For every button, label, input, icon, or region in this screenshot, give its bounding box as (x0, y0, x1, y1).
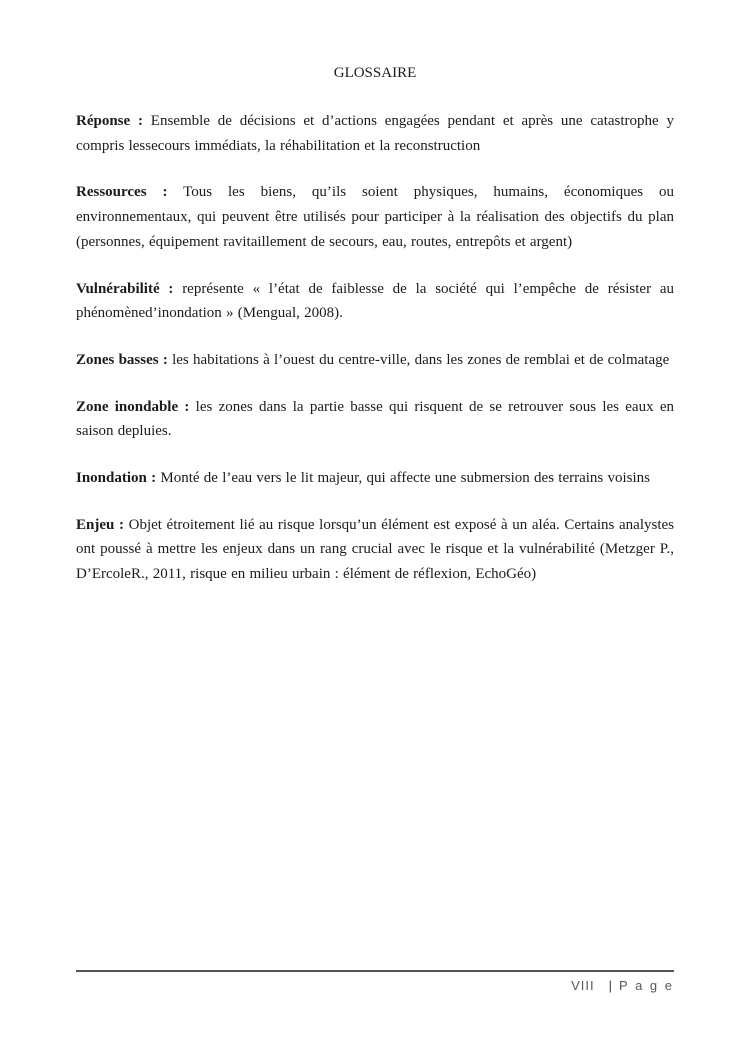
page-number: VIII (571, 978, 595, 993)
glossary-entry-reponse (76, 109, 674, 158)
glossary-entry-vulnerabilite (76, 277, 674, 326)
glossary-definition: les habitations à l’ouest du centre-ville, dans les zones de remblai et de colmatage (172, 351, 670, 368)
glossary-entry-ressources (76, 180, 674, 254)
glossary-definition: Monté de l’eau vers le lit majeur, qui affecte une submersion des terrains voisins (160, 470, 651, 487)
glossary-definition: Ensemble de décisions et d’actions engagées pendant et après une catastrophe y compris lessecours immédiats, la réhabilitation et la reconstruction (76, 113, 675, 154)
glossary-definition: représente « l’état de faiblesse de la société qui l’empêche de résister au phénomèned’inondation » (Mengual, 2008). (76, 280, 674, 322)
glossary-term: Vulnérabilité : (76, 280, 174, 297)
glossary-term: Zone inondable : (76, 398, 190, 415)
glossary-term: Inondation : (76, 470, 157, 487)
glossary-entry-enjeu (76, 513, 674, 587)
glossary-entry-zones-basses (76, 348, 674, 373)
glossary-entry-zone-inondable (76, 395, 674, 444)
glossary-term: Ressources : (76, 184, 168, 201)
footer-separator: | (608, 978, 613, 993)
glossary-definition: Objet étroitement lié au risque lorsqu’un élément est exposé à un aléa. Certains analystes ont poussé à mettre les enjeux dans un rang crucial avec le risque et la vulnérabilité (Metzger P., D’ErcoleR., 2011, risque en milieu urbain : élément de réflexion, EchoGéo) (76, 516, 675, 583)
glossary-entry-inondation (76, 466, 674, 491)
glossary-term: Enjeu : (76, 516, 124, 533)
page-title: GLOSSAIRE (333, 65, 417, 81)
footer-page-word: P a g e (619, 978, 674, 993)
page-footer (76, 970, 674, 993)
glossary-definition: les zones dans la partie basse qui risquent de se retrouver sous les eaux en saison depluies. (76, 398, 674, 440)
page-content (76, 63, 674, 609)
glossary-definition: Tous les biens, qu’ils soient physiques, humains, économiques ou environnementaux, qui peuvent être utilisés pour participer à la réalisation des objectifs du plan (personnes, équipement ravitaillement de secours, eau, routes, entrepôts et argent) (76, 184, 674, 250)
glossary-term: Réponse : (76, 113, 143, 129)
glossary-term: Zones basses : (76, 351, 168, 368)
